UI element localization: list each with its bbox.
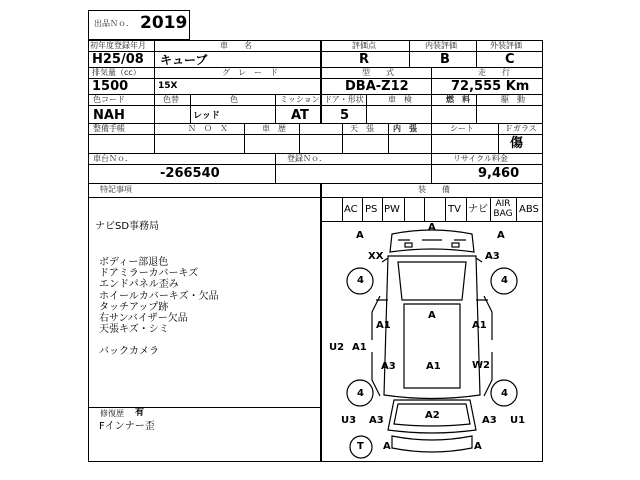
mark-rear-left-a: A3 bbox=[369, 415, 384, 426]
equip-ps: PS bbox=[365, 204, 378, 215]
remark-line: ボディー部退色 bbox=[99, 257, 169, 268]
color-value: レッド bbox=[193, 111, 220, 121]
displacement-value: 1500 bbox=[92, 79, 129, 94]
mark-rear-left-u: U3 bbox=[341, 415, 357, 426]
nox-label: Ｎ Ｏ Ｘ bbox=[188, 124, 228, 133]
recycle-label: リサイクル料金 bbox=[453, 154, 508, 163]
grade-value: 15X bbox=[158, 81, 178, 91]
car-name-value: キューブ bbox=[160, 53, 208, 67]
mark-sill-left-a: A1 bbox=[352, 342, 367, 353]
recycle-value: 9,460 bbox=[478, 166, 520, 181]
displacement-label: 排気量（cc） bbox=[92, 68, 141, 77]
remarks-label: 特記事項 bbox=[100, 185, 132, 194]
doors-value: 5 bbox=[340, 108, 350, 123]
remark-line: ドアミラーカバーキズ bbox=[99, 268, 199, 280]
equip-abs: ABS bbox=[519, 204, 539, 215]
interior-label: 内 張 bbox=[393, 124, 417, 133]
model-value: DBA-Z12 bbox=[345, 79, 409, 94]
score-label: 評価点 bbox=[352, 41, 376, 50]
tire-rear-left: 4 bbox=[357, 388, 364, 399]
grade-label: グ レ ー ド bbox=[222, 68, 278, 77]
color-code-value: NAH bbox=[93, 108, 125, 123]
repair-note: Fインナー歪 bbox=[99, 421, 155, 432]
mark-rear-bumper-right: A bbox=[474, 441, 482, 452]
car-name-label: 車 名 bbox=[220, 41, 252, 50]
equip-airbag: AIR BAG bbox=[493, 199, 513, 219]
color-label: 色 bbox=[230, 95, 238, 104]
mark-fender-left: XX bbox=[368, 251, 384, 262]
remark-line: 天張キズ・シミ bbox=[99, 324, 169, 336]
mark-rear-right-u: U1 bbox=[510, 415, 526, 426]
reg-no-label: 登録Ｎｏ． bbox=[287, 154, 327, 163]
mark-front-left: A bbox=[356, 230, 364, 241]
mark-sill-left-u: U2 bbox=[329, 342, 345, 353]
sunroof-label: 天 張 bbox=[350, 124, 374, 133]
equipment-label: 装 備 bbox=[418, 185, 450, 194]
tire-front-right: 4 bbox=[501, 275, 508, 286]
remark-line: 右サンバイザー欠品 bbox=[99, 313, 188, 325]
repair-history-value: 有 bbox=[135, 408, 145, 418]
remark-line: ホイールカバーキズ・欠品 bbox=[99, 290, 219, 302]
remark-line: タッチアップ跡 bbox=[99, 301, 169, 313]
seller-note: ナビSD事務局 bbox=[95, 221, 160, 232]
model-label: 型 式 bbox=[362, 68, 394, 77]
equip-ac: AC bbox=[344, 204, 358, 215]
chassis-no-label: 車台Ｎｏ． bbox=[93, 154, 133, 163]
transmission-label: ミッション bbox=[280, 95, 320, 104]
glass-label: Ｆガラス bbox=[505, 124, 537, 133]
first-reg-label: 初年度登録年月 bbox=[90, 41, 146, 50]
seat-label: シート bbox=[450, 124, 474, 133]
remark-list bbox=[99, 257, 219, 335]
mark-floor: A1 bbox=[426, 361, 441, 372]
spare-tire-mark: T bbox=[357, 441, 364, 452]
extra-note: バックカメラ bbox=[99, 346, 159, 357]
lot-label: 出品Ｎｏ． bbox=[94, 19, 134, 28]
inspection-label: 車 検 bbox=[388, 95, 412, 104]
fuel-label: 燃 料 bbox=[446, 95, 470, 104]
mark-door-fr: A1 bbox=[472, 320, 487, 331]
drive-label: 駆 動 bbox=[501, 95, 525, 104]
transmission-value: AT bbox=[291, 108, 309, 123]
tire-front-left: 4 bbox=[357, 275, 364, 286]
chassis-no-value: -266540 bbox=[160, 166, 220, 181]
tire-rear-right: 4 bbox=[501, 388, 508, 399]
mark-fender-right: A3 bbox=[485, 251, 500, 262]
equip-navi: ナビ bbox=[468, 204, 488, 215]
mark-rear-bumper-left: A bbox=[383, 441, 391, 452]
maintenance-label: 整備手帳 bbox=[93, 124, 125, 133]
remark-line: エンドパネル歪み bbox=[99, 279, 179, 291]
lot-number: 2019 bbox=[140, 13, 188, 33]
mark-rear-right-a: A3 bbox=[482, 415, 497, 426]
history-label: 車 歴 bbox=[262, 124, 286, 133]
mark-front-center: A bbox=[428, 222, 436, 233]
exterior-score-label: 外装評価 bbox=[490, 41, 522, 50]
repair-history-label: 修復歴 bbox=[100, 409, 124, 418]
mark-door-fl: A1 bbox=[376, 320, 391, 331]
mileage-value: 72,555 Km bbox=[451, 79, 530, 94]
mark-door-rl: A3 bbox=[381, 361, 396, 372]
mark-front-right: A bbox=[497, 230, 505, 241]
mark-roof: A bbox=[428, 310, 436, 321]
color-system-label: 色替 bbox=[163, 95, 179, 104]
score-value: R bbox=[359, 52, 370, 67]
equip-pw: PW bbox=[384, 204, 400, 215]
mileage-label: 走 行 bbox=[478, 68, 510, 77]
doors-label: ドア・形状 bbox=[324, 95, 364, 104]
mark-door-rr: W2 bbox=[472, 360, 490, 371]
interior-score-label: 内装評価 bbox=[425, 41, 457, 50]
equip-tv: TV bbox=[448, 204, 461, 215]
mark-trunk: A2 bbox=[425, 410, 440, 421]
interior-score-value: B bbox=[440, 52, 450, 67]
color-code-label: 色コード bbox=[93, 95, 125, 104]
exterior-score-value: C bbox=[505, 52, 515, 67]
first-reg-value: H25/08 bbox=[92, 52, 144, 67]
glass-value: 傷 bbox=[510, 136, 524, 151]
